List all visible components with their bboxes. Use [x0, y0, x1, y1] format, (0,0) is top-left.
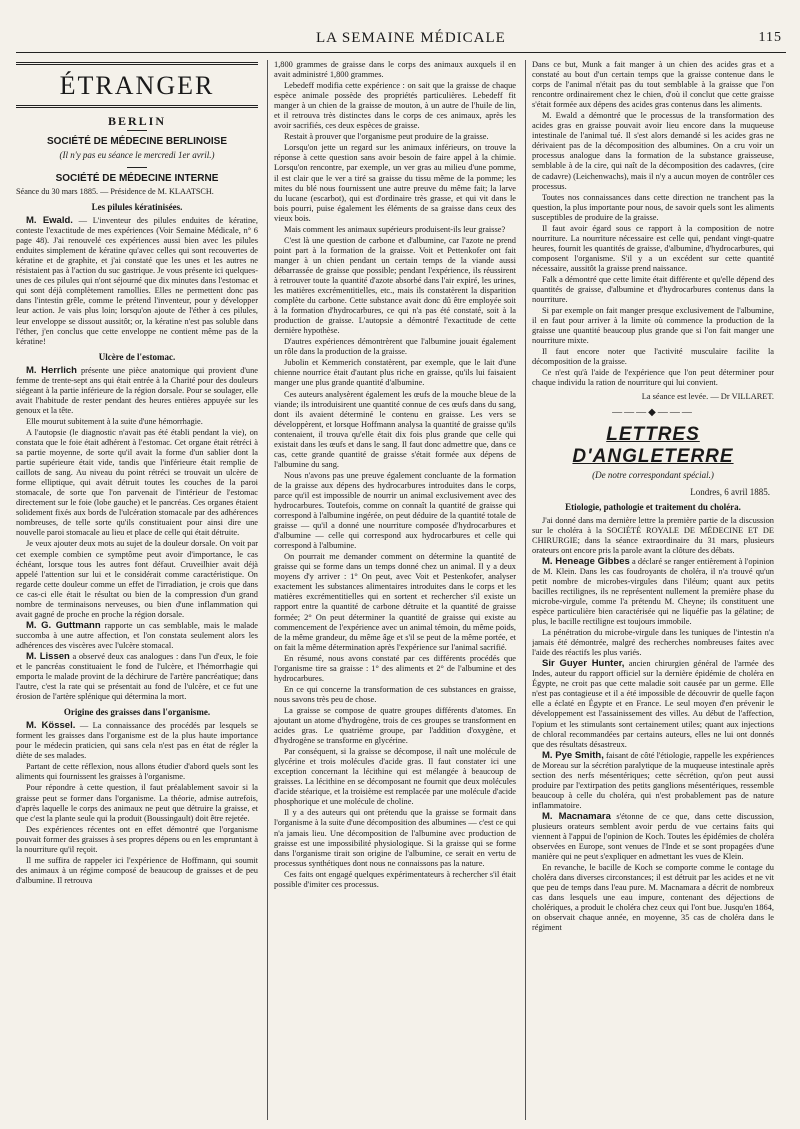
paragraph: Il faut avoir égard sous ce rapport à la composition de notre nourriture. La nourriture nécessaire est celle qui, pendant vingt-quatre heures, fournit les quantités de graisse, d'albumine, d'hydrocarbures, qui composent l'organisme. S'il y a un excédent sur cette quantité nécessaire, aussitôt la graisse prend naissance. — [532, 223, 774, 273]
speaker-name: M. Ewald. — [26, 215, 73, 227]
society-heading: SOCIÉTÉ DE MÉDECINE BERLINOISE — [46, 136, 228, 147]
paragraph: Par conséquent, si la graisse se décompose, il naît une molécule de glycérine et trois molécules d'acide gras. Il faut constater ici une exception concernant la lécithine qui est mélangée à beaucoup de graisses. La lécithine en se décomposant ne fournit que deux molécules d'acide stéarique, et la troisième est remplacée par une molécule d'acide phosphorique et une molécule de choline. — [274, 747, 516, 807]
speaker-name: M. Heneage Gibbes — [542, 555, 630, 567]
header-rule — [16, 52, 786, 53]
speaker-name: M. Pye Smith, — [542, 749, 604, 761]
paragraph-text: — La connaissance des procédés par lesquels se forment les graisses dans l'organisme est de la plus haute importance pour le médecin praticien, qui sans cela n'est pas en état de régler la diète de ses malades. — [16, 721, 258, 761]
paragraph: Jubolin et Kemmerich constatèrent, par exemple, que le lait d'une chienne nourrice était d'autant plus riche en graisse, qu'ils lui faisaient manger une plus grande quantité d'albumine. — [274, 358, 516, 388]
signoff: La séance est levée. — Dr VILLARET. — [641, 391, 774, 401]
section-title: LETTRES D'ANGLETERRE — [572, 423, 734, 467]
speaker-name: M. Kössel. — [26, 720, 76, 732]
society-note: (Il n'y pas eu séance le mercredi 1er avril.) — [59, 150, 215, 160]
paragraph — [16, 366, 258, 416]
paragraph: Il faut encore noter que l'activité musculaire facilite la décomposition de la graisse. — [532, 347, 774, 367]
paragraph-text: présente une pièce anatomique qui provient d'une femme de trente-sept ans qui était entrée à la Charité pour des douleurs siégeant à la partie inférieure de la région dorsale. Pour se soulager, elle avait l'habitude de rester pendant des heures entières appuyée sur les genoux et la tête. — [16, 365, 258, 415]
paragraph: Il me suffira de rappeler ici l'expérience de Hoffmann, qui soumit des animaux à un régime composé de beaucoup de graisses et de peu d'albumine. Il retrouva — [16, 855, 258, 885]
paragraph-text: faisant de côté l'étiologie, rappelle les expériences de Moreau sur la sécrétion paralytique de la muqueuse intestinale après section des nerfs mésentériques; cette sécrétion, qu'on peut aussi produire par l'extirpation des petits ganglions mésentériques, ressemble beaucoup à celle du choléra, qui n'est probablement pas de nature inflammatoire. — [532, 750, 774, 810]
paragraph: Il y a des auteurs qui ont prétendu que la graisse se formait dans l'organisme à la suite d'une décomposition des albumines — c'est ce qui n'a jamais lieu. Une décomposition de l'albumine avec production de graisse est une impossibilité physiologique. Si la graisse qui se forme dans l'organisme tirait son origine de l'albumine, ce serait en vertu de processus synthétiques dont nous ne connaissons pas la nature. — [274, 808, 516, 868]
paragraph: D'autres expériences démontrèrent que l'albumine jouait également un rôle dans la production de la graisse. — [274, 337, 516, 357]
paragraph — [16, 216, 258, 347]
paragraph-text: s'étonne de ce que, dans cette discussion, plusieurs orateurs semblent avoir perdu de vue certains faits qui viennent à l'appui de l'opinion de Koch. Toutes les épidémies de choléra observées en Europe, sont venues de l'Inde et se sont propagées d'une manière qui ne peut s'expliquer en admettant les vues de Klein. — [532, 811, 774, 862]
paragraph: Nous n'avons pas une preuve également concluante de la formation de la graisse aux dépens des hydrocarbures introduites dans le corps, parce qu'il est impossible de nourrir un animal exclusivement avec des hydrocarbures. Toutefois, comme on connaît la quantité de graisse qui correspond à l'albumine ingérée, on peut déduire de la quantité totale de graisse — qu'il a donné une nourriture composée d'hydrocarbures et d'albumine — celle qui correspond aux hydrocarbures et celle qui correspond à l'albumine. — [274, 470, 516, 551]
paragraph — [532, 659, 774, 749]
paragraph: La graisse se compose de quatre groupes différents d'atomes. En ajoutant un atome d'hydrogène, trois de ces groupes se transforment en acides gras. Le quatrième groupe, par l'addition d'oxygène, et d'hydrogène se transforme en glycérine. — [274, 705, 516, 746]
paragraph: Mais comment les animaux supérieurs produisent-ils leur graisse? — [284, 224, 506, 234]
paragraph — [16, 721, 258, 761]
society-heading: SOCIÉTÉ DE MÉDECINE INTERNE — [55, 173, 219, 184]
paragraph: Je veux ajouter deux mots au sujet de la douleur dorsale. On voit par cet exemple combien ce symptôme peut avoir d'importance, le cas échéant, lorsque tous les autres font défaut. Cruveilhier avait déjà appelé l'attention sur lui et le considérait comme caractéristique. On regarde cette douleur comme un effet de l'irradiation, je crois que dans ce cas-ci elle était le résultat ou bien de la compression d'un grand nombre de terminaisons nerveuses, ou bien d'une inflammation qui avait gagné de proche en proche la région dorsale. — [16, 539, 258, 619]
paragraph: Falk a démontré que cette limite était différente et qu'elle dépend des quantités de graisse, d'albumine et d'hydrocarbures contenus dans la nourriture. — [532, 274, 774, 305]
subheading: Etiologie, pathologie et traitement du choléra. — [565, 501, 741, 512]
paragraph: En résumé, nous avons constaté par ces différents procédés que l'organisme tire sa graisse : 1° des aliments et 2° de l'albumine et des hydrocarbures. — [274, 653, 516, 683]
section-title: ÉTRANGER — [59, 71, 215, 100]
subheading: Ulcère de l'estomac. — [98, 351, 176, 362]
paragraph: On pourrait me demander comment on détermine la quantité de graisse qui se forme dans un temps donné chez un animal. Il y a deux moyens d'y arriver : 1° On peut, avec Voit et Pestenkofer, analyser exactement les substances alimentaires introduites dans le corps et les matières excrémentitielles qui en sortent et rechercher s'il existe un rapport entre la quantité de carbone détruite et la quantité de graisse formée; 2° On peut déterminer la quantité de graisse qui existe au commencement de l'expérience avec un animal témoin, du même poids, de la même grandeur, du même âge et s'il se peut de la même portée, et on fait la même détermination après l'expérience sur l'animal sacrifié. — [274, 552, 516, 652]
paragraph: 1,800 grammes de graisse dans le corps des animaux auxquels il en avait administré 1,800 grammes. — [274, 60, 516, 80]
paragraph: Des expériences récentes ont en effet démontré que l'organisme pouvait former des graisses à ses propres dépens ou en les empruntant à la nourriture qu'il reçoit. — [16, 824, 258, 854]
paragraph: Dans ce but, Munk a fait manger à un chien des acides gras et a constaté au bout d'un certain temps que la graisse contenue dans le corps de l'animal n'était pas du tout semblable à la graisse que l'on rencontre ordinairement chez le chien, d'où il conclut que cette graisse s'était formée aux dépens des acides gras contenus dans les aliments. — [532, 60, 774, 110]
speaker-name: M. Herrlich — [26, 364, 77, 376]
paragraph: Partant de cette réflexion, nous allons étudier d'abord quels sont les aliments qui fournissent les graisses à l'organisme. — [16, 762, 258, 782]
seance-line: Séance du 30 mars 1885. — Présidence de M. KLAATSCH. — [16, 187, 214, 196]
paragraph — [532, 812, 774, 862]
section-rule — [16, 62, 258, 65]
paragraph-text: a déclaré se ranger entièrement à l'opinion de M. Klein. Dans les cas foudroyants de choléra, il n'a trouvé qu'un petit nombre de microbes-virgules dans l'iléum; quant aux petits bacilles rectilignes, ils ne représentent nullement la première phase du microbe-virgule, comme l'a prétendu M. Cheyne; ils constituent une espèce particulière bien caractérisée qui ne liquéfie pas la gélatine; de plus, le bacille rectiligne est toujours immobile. — [532, 556, 774, 627]
speaker-name: M. Macnamara — [542, 810, 611, 822]
paragraph: J'ai donné dans ma dernière lettre la première partie de la discussion sur le choléra à la SOCIÉTÉ ROYALE DE MÉDECINE ET DE CHIRURGIE; dans la séance extraordinaire du 31 mars, plusieurs orateurs ont encore pris la parole avant la clôture des débats. — [532, 515, 774, 555]
paragraph: Restait à prouver que l'organisme peut produire de la graisse. — [284, 132, 489, 142]
column-3 — [532, 60, 774, 1120]
section-rule — [16, 105, 258, 108]
short-rule — [127, 130, 147, 131]
column-1 — [16, 60, 258, 1120]
column-rule — [267, 60, 268, 1120]
paragraph: C'est là une question de carbone et d'albumine, car l'azote ne prend point part à la formation de la graisse. Voit et Pettenkofer ont fait manger à un chien pendant un certain temps de la viande aussi débarrassée de graisse que possible; pendant l'expérience, ils réussirent à retrouver toute la quantité d'azote absorbé dans l'air expiré, les urines, les matières excrémentitielles, etc., mais ils constatèrent la disparition complète du carbone. Cette substance avait donc dû être employée soit à la formation d'hydrocarbures, ce qui n'a pas été constaté, soit à la production de graisse. L'autopsie a démontré l'exactitude de cette dernière hypothèse. — [274, 235, 516, 336]
paragraph: Elle mourut subitement à la suite d'une hémorrhagie. — [26, 416, 203, 426]
column-2 — [274, 60, 516, 1120]
column-rule — [525, 60, 526, 1120]
city-heading: BERLIN — [107, 114, 166, 128]
paragraph-text: ancien chirurgien général de l'armée des Indes, auteur du rapport officiel sur la dernière épidémie de choléra en Égypte, ne croit pas que cette maladie soit causée par un germe. Elle n'est pas contagieuse et il a été impossible de découvrir de quelle façon elle a éclaté en Égypte et en France. Le seul moyen d'en prévenir le développement est l'assainissement des villes. Au début de l'affection, l'opium et les stimulants sont certainement utiles; quant aux injections de chloral recommandées par certains auteurs, elles ne lui ont donnés que des résultats désastreux. — [532, 659, 774, 749]
paragraph: En revanche, le bacille de Koch se comporte comme le contage du choléra dans diverses circonstances; il est détruit par les acides et ne vit que peu de temps dans l'eau pure. M. Macnamara a décrit de nombreux cas dans lesquels une eau impure, contenant des déjections de cholériques, a produit le choléra chez ceux qui l'ont bue. Jusqu'en 1864, on observait chaque année, en moyenne, 35 cas de choléra dans le régiment — [532, 863, 774, 933]
speaker-name: M. G. Guttmann — [26, 619, 101, 631]
correspondent-note: (De notre correspondant spécial.) — [592, 469, 714, 480]
paragraph: Pour répondre à cette question, il faut préalablement savoir si la graisse peut se former dans l'organisme. La théorie, admise autrefois, d'après laquelle le corps des animaux ne peut que détruire la graisse, et que c'est la plante seule qui la produit (Boussingault) doit être rejetée. — [16, 783, 258, 823]
paragraph: Si par exemple on fait manger presque exclusivement de l'albumine, il en faut pour arriver à la limite où commence la production de la graisse une quantité beaucoup plus grande que si l'on fait manger une nourriture mixte. — [532, 306, 774, 346]
paragraph: Toutes nos connaissances dans cette direction ne tranchent pas la question, la plus importante pour nous, de savoir quels sont les aliments susceptibles de produire de la graisse. — [532, 192, 774, 222]
running-head — [16, 30, 786, 50]
subheading: Les pilules kératinisées. — [91, 202, 183, 213]
paragraph — [16, 652, 258, 702]
paragraph: Lorsqu'on jette un regard sur les animaux inférieurs, on trouve la réponse à cette question sans avoir besoin de faire appel à la chimie. Lorsqu'on rencontre, par exemple, un ver gras au milieu d'une pomme, il est clair que le ver a tiré sa graisse du tissu même de la pomme; les mites du blé nous fournissent une autre preuve du même fait; la larve du lucane (escarbot), qui est d'ordinaire très grasse, et qui vit dans le bois pourri, puise également les éléments de sa graisse dans ceux des vieux bois. — [274, 143, 516, 223]
paragraph: M. Ewald a démontré que le processus de la transformation des acides gras en graisse pouvait avoir lieu encore dans la muqueuse intestinale de l'animal tué. Il s'est alors demandé si les acides gras ne dérivaient pas de la décomposition des albumines. On a cru voir un processus analogue dans la formation de la substance graisseuse, semblable à de la cire, qui naît de la décomposition des cadavres, (cire de cadavre) (Leichenwachs), mais il n'y a aucun moyen de contrôler ces processus. — [532, 111, 774, 191]
newspaper-page — [16, 0, 786, 1129]
paragraph: Ce n'est qu'à l'aide de l'expérience que l'on peut déterminer pour chaque individu la ration de nourriture qui lui convient. — [532, 368, 774, 388]
speaker-name: M. Lissen — [26, 650, 70, 662]
subheading: Origine des graisses dans l'organisme. — [63, 707, 211, 718]
paragraph: Lebedeff modifia cette expérience : on sait que la graisse de chaque espèce animale possède des propriétés particulières. Lebedeff fit manger à un chien de la graisse de mouton, à un autre de l'huile de lin, et il retrouva très distinctes dans le corps de ces animaux, après les avoir sacrifiés, ces deux espèces de graisse. — [274, 81, 516, 131]
paragraph-text: rapporte un cas semblable, mais le malade succomba à une autre affection, et l'on constata seulement alors les adhérences des viscères avec l'ulcère stomacal. — [16, 620, 258, 650]
paragraph-text: a observé deux cas analogues : dans l'un d'eux, le foie et le pancréas constituaient le fond de l'ulcère, et l'hémorrhagie qui emporta le malade provint de la déchirure de l'artère pancréatique; dans l'autre, c'est la rate qui se présentait au fond de l'ulcère, et ce fut une érosion de l'artère splénique qui détermina la mort. — [16, 651, 258, 702]
paragraph: A l'autopsie (le diagnostic n'avait pas été établi pendant la vie), on constata que le foie était adhérent à l'estomac. Cet organe était rétréci à sa partie moyenne, de sorte qu'il avait la forme d'un sablier dont la partie supérieure était vide, tandis que l'inférieure était remplie de caillots de sang. Au niveau du point rétréci se trouvait un ulcère de forme elliptique, qui avait détruit toutes les couches de la paroi stomacale, de sorte que l'on parvenait de l'intérieur de l'estomac directement sur le foie (lobe gauche) et le pancréas. Ces organes étaient solidement fixés aux bords de l'ulcération stomacale par des adhérences nombreuses, de telle sorte qu'ils constituaient pour ainsi dire une nouvelle paroi stomacale au lieu et place de celle qui était détruite. — [16, 427, 258, 538]
journal-title: LA SEMAINE MÉDICALE — [316, 30, 506, 46]
paragraph — [532, 751, 774, 811]
paragraph — [532, 557, 774, 627]
short-rule — [127, 167, 147, 168]
speaker-name: Sir Guyer Hunter, — [542, 658, 625, 670]
paragraph-text: — L'inventeur des pilules enduites de kératine, conteste l'exactitude de mes expériences (Voir Semaine Médicale, n° 6 page 48). J'ai renouvelé ces expériences aussi bien avec les pilules enduites simplement de kératine qu'avec celles qui sont recouvertes de kératine et de graphite, et j'ai constaté que les unes et les autres ne résistaient pas à l'action du suc gastrique. Je vous présente ici quelques-unes de ces pilules qui n'ont séjourné que dix minutes dans l'estomac et qui sont déjà complètement ramollies. Elles ne permettent donc pas dans l'intestin grêle, comme le prétend l'inventeur, pour y développer leur action. Je vais plus loin; lorsqu'on ajoute de l'éther à ces pilules, leur enveloppe se dissout aussitôt; or, la kératine n'est pas soluble dans l'éther, j'en conclus que cette enveloppe ne contient même pas de la kératine! — [16, 216, 258, 346]
paragraph: La pénétration du microbe-virgule dans les tuniques de l'intestin n'a jamais été démontrée, malgré des recherches nombreuses faites avec l'aide des réactifs les plus variés. — [532, 628, 774, 658]
paragraph — [16, 621, 258, 651]
paragraph: En ce qui concerne la transformation de ces substances en graisse, nous savons très peu de chose. — [274, 684, 516, 704]
dateline: Londres, 6 avril 1885. — [690, 486, 770, 497]
paragraph: Ces auteurs analysèrent également les œufs de la mouche bleue de la viande; ils introduisirent une quantité connue de ces œufs dans du sang, dont ils avaient déterminé le contenu en graisse. Les vers se développèrent, et lorsque Hoffmann analysa la quantité de graisse qu'ils contenaient, il trouva qu'elle était dix fois plus grande que celle qui existait dans les œufs et dans le sang. Il faut donc admettre que, dans ce cas, cette grande quantité de graisse s'était formée aux dépens de l'albumine du sang. — [274, 389, 516, 469]
ornament-divider: ———◆——— — [612, 406, 694, 418]
paragraph: Ces faits ont engagé quelques expérimentateurs à rechercher s'il était possible d'imiter ces processus. — [274, 869, 516, 889]
page-number: 115 — [758, 30, 782, 45]
